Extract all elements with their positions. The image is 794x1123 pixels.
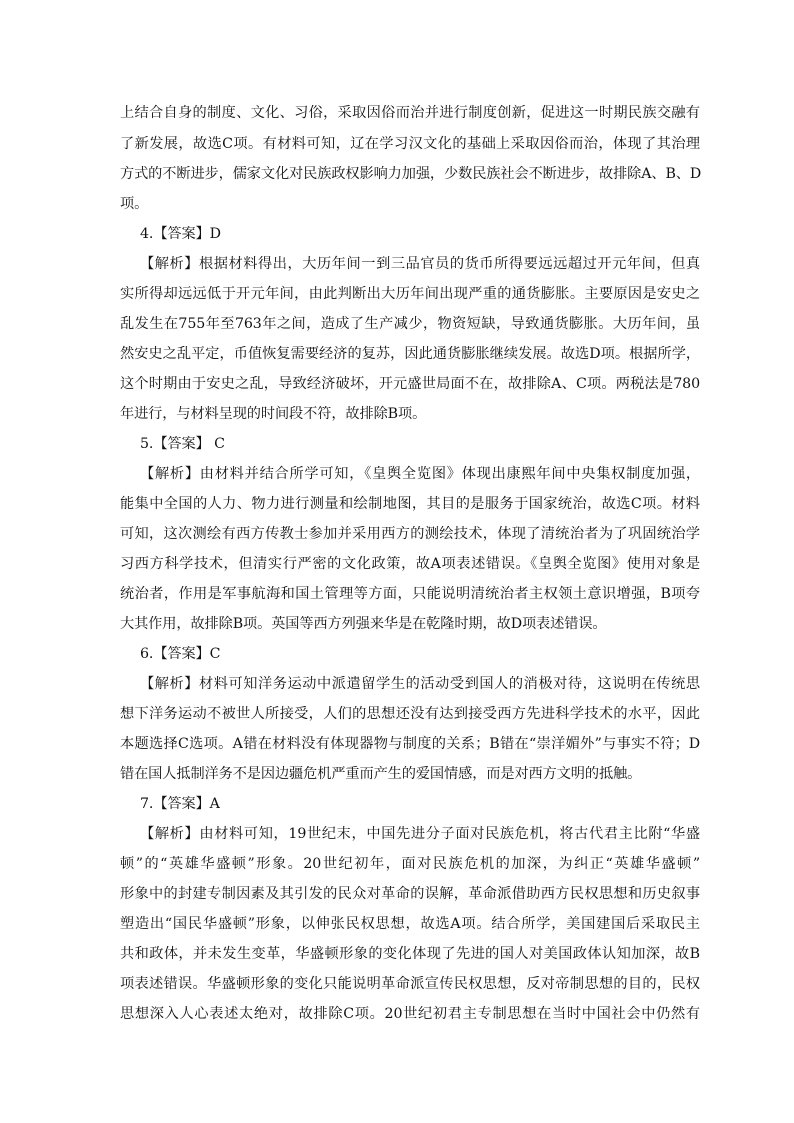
text-line: 这个时期由于安史之乱，导致经济破坏，开元盛世局面不在，故排除A、C项。两税法是780 bbox=[120, 376, 700, 392]
text-line: 错在国人抵制洋务不是因边疆危机严重而产生的爱国情感，而是对西方文明的抵触。 bbox=[120, 766, 642, 782]
text-line: 本题选择C选项。A错在材料没有体现器物与制度的关系；B错在“崇洋媚外”与事实不符；D bbox=[120, 736, 700, 752]
text-line: 共和政体，并未发生变革，华盛顿形象的变化体现了先进的国人对美国政体认知加深，故B bbox=[120, 946, 700, 962]
text-line: 实所得却远远低于开元年间，由此判断出大历年间出现严重的通货膨胀。主要原因是安史之 bbox=[120, 286, 700, 302]
text-line: 习西方科学技术，但清实行严密的文化政策，故A项表述错误。《皇舆全览图》使用对象是 bbox=[120, 556, 700, 572]
text-line: 顿”的“英雄华盛顿”形象。20世纪初年，面对民族危机的加深，为纠正“英雄华盛顿” bbox=[120, 856, 700, 872]
text-line: 思想深入人心表述太绝对，故排除C项。20世纪初君主专制思想在当时中国社会中仍然有 bbox=[120, 1006, 700, 1022]
analysis-first-line: 【解析】由材料可知，19世纪末，中国先进分子面对民族危机，将古代君主比附“华盛 bbox=[140, 826, 700, 842]
text-line: 想下洋务运动不被世人所接受，人们的思想还没有达到接受西方先进科学技术的水平，因此 bbox=[120, 706, 700, 722]
text-line: 形象中的封建专制因素及其引发的民众对革命的误解，革命派借助西方民权思想和历史叙事 bbox=[120, 886, 700, 902]
analysis-first-line: 【解析】材料可知洋务运动中派遣留学生的活动受到国人的消极对待，这说明在传统思 bbox=[140, 676, 700, 692]
text-line: 方式的不断进步，儒家文化对民族政权影响力加强，少数民族社会不断进步，故排除A、B、D bbox=[120, 166, 702, 182]
text-line: 了新发展，故选C项。有材料可知，辽在学习汉文化的基础上采取因俗而治，体现了其治理 bbox=[120, 136, 700, 152]
text-line: 能集中全国的人力、物力进行测量和绘制地图，其目的是服务于国家统治，故选C项。材料 bbox=[120, 496, 700, 512]
answer-heading: 4.【答案】D bbox=[140, 226, 221, 242]
text-line: 乱发生在755年至763年之间，造成了生产减少，物资短缺，导致通货膨胀。大历年间，虽 bbox=[120, 316, 700, 332]
text-line: 项表述错误。华盛顿形象的变化只能说明革命派宣传民权思想，反对帝制思想的目的，民权 bbox=[120, 976, 700, 992]
analysis-first-line: 【解析】由材料并结合所学可知，《皇舆全览图》体现出康熙年间中央集权制度加强， bbox=[140, 466, 700, 482]
text-line: 上结合自身的制度、文化、习俗，采取因俗而治并进行制度创新，促进这一时期民族交融有 bbox=[120, 105, 700, 121]
text-line: 然安史之乱平定，币值恢复需要经济的复苏，因此通货膨胀继续发展。故选D项。根据所学， bbox=[120, 346, 700, 362]
text-line: 年进行，与材料呈现的时间段不符，故排除B项。 bbox=[120, 406, 427, 422]
text-line: 塑造出“国民华盛顿”形象，以伸张民权思想，故选A项。结合所学，美国建国后采取民主 bbox=[120, 916, 700, 932]
answer-heading: 5.【答案】 C bbox=[140, 436, 225, 452]
analysis-first-line: 【解析】根据材料得出，大历年间一到三品官员的货币所得要远远超过开元年间，但真 bbox=[140, 256, 700, 272]
answer-heading: 7.【答案】A bbox=[140, 796, 220, 812]
text-line: 项。 bbox=[120, 196, 149, 212]
answer-heading: 6.【答案】C bbox=[140, 646, 221, 662]
text-line: 可知，这次测绘有西方传教士参加并采用西方的测绘技术，体现了清统治者为了巩固统治学 bbox=[120, 526, 700, 542]
text-line: 大其作用，故排除B项。英国等西方列强来华是在乾隆时期，故D项表述错误。 bbox=[120, 616, 607, 632]
text-line: 统治者，作用是军事航海和国土管理等方面，只能说明清统治者主权领土意识增强，B项夸 bbox=[120, 586, 700, 602]
